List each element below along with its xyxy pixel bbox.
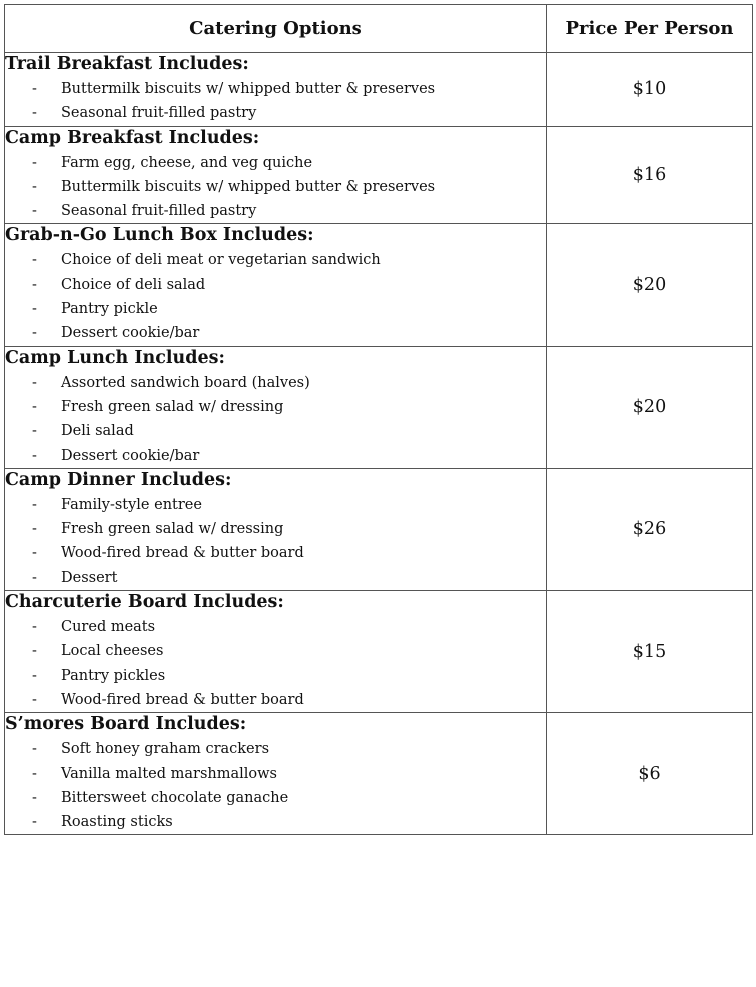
dash-bullet-icon: -	[32, 619, 37, 636]
list-item-text: Dessert	[61, 569, 118, 586]
option-items-list	[5, 371, 546, 468]
list-item	[5, 101, 546, 125]
list-item-text: Buttermilk biscuits w/ whipped butter & preserves	[61, 178, 436, 195]
dash-bullet-icon: -	[32, 569, 37, 586]
list-item	[5, 639, 546, 663]
list-item	[5, 199, 546, 223]
table-row	[5, 468, 753, 590]
option-title: Camp Breakfast Includes:	[5, 127, 260, 148]
list-item-text: Wood-fired bread & butter board	[61, 545, 304, 562]
list-item-text: Seasonal fruit-filled pastry	[61, 105, 257, 122]
dash-bullet-icon: -	[32, 301, 37, 318]
option-title: S’mores Board Includes:	[5, 714, 247, 735]
list-item	[5, 493, 546, 517]
dash-bullet-icon: -	[32, 691, 37, 708]
header-price-per-person: Price Per Person	[547, 5, 753, 53]
option-cell	[5, 346, 547, 468]
list-item-text: Pantry pickle	[61, 301, 158, 318]
list-item-text: Soft honey graham crackers	[61, 741, 270, 758]
list-item-text: Pantry pickles	[61, 667, 166, 684]
option-title: Grab-n-Go Lunch Box Includes:	[5, 225, 314, 246]
list-item	[5, 541, 546, 565]
list-item	[5, 786, 546, 810]
catering-table	[4, 4, 753, 835]
list-item-text: Assorted sandwich board (halves)	[61, 374, 310, 391]
dash-bullet-icon: -	[32, 325, 37, 342]
list-item-text: Deli salad	[61, 423, 134, 440]
dash-bullet-icon: -	[32, 521, 37, 538]
dash-bullet-icon: -	[32, 81, 37, 97]
list-item-text: Family-style entree	[61, 496, 202, 513]
list-item-text: Vanilla malted marshmallows	[61, 765, 277, 782]
list-item-text: Fresh green salad w/ dressing	[61, 521, 284, 538]
list-item	[5, 151, 546, 175]
option-cell	[5, 591, 547, 713]
dash-bullet-icon: -	[32, 667, 37, 684]
list-item	[5, 615, 546, 639]
list-item	[5, 395, 546, 419]
option-items-list	[5, 77, 546, 126]
list-item	[5, 444, 546, 468]
list-item-text: Farm egg, cheese, and veg quiche	[61, 154, 313, 171]
list-item-text: Dessert cookie/bar	[61, 447, 200, 464]
dash-bullet-icon: -	[32, 203, 37, 220]
price-cell: $20	[547, 346, 753, 468]
list-item-text: Choice of deli meat or vegetarian sandwich	[61, 252, 381, 269]
list-item	[5, 321, 546, 345]
dash-bullet-icon: -	[32, 789, 37, 806]
dash-bullet-icon: -	[32, 765, 37, 782]
list-item	[5, 810, 546, 834]
option-title: Trail Breakfast Includes:	[5, 54, 249, 74]
table-row	[5, 591, 753, 713]
list-item-text: Roasting sticks	[61, 814, 173, 831]
dash-bullet-icon: -	[32, 741, 37, 758]
dash-bullet-icon: -	[32, 423, 37, 440]
table-row	[5, 126, 753, 224]
dash-bullet-icon: -	[32, 496, 37, 513]
option-title: Camp Dinner Includes:	[5, 469, 232, 490]
option-title: Charcuterie Board Includes:	[5, 592, 284, 613]
dash-bullet-icon: -	[32, 374, 37, 391]
dash-bullet-icon: -	[32, 643, 37, 660]
list-item	[5, 688, 546, 712]
list-item	[5, 737, 546, 761]
list-item-text: Local cheeses	[61, 643, 164, 660]
option-cell	[5, 53, 547, 127]
list-item-text: Wood-fired bread & butter board	[61, 691, 304, 708]
list-item-text: Cured meats	[61, 619, 156, 636]
dash-bullet-icon: -	[32, 814, 37, 831]
dash-bullet-icon: -	[32, 178, 37, 195]
table-row	[5, 346, 753, 468]
price-cell: $15	[547, 591, 753, 713]
list-item	[5, 762, 546, 786]
price-cell: $20	[547, 224, 753, 346]
list-item-text: Dessert cookie/bar	[61, 325, 200, 342]
header-catering-options: Catering Options	[5, 5, 547, 53]
list-item	[5, 175, 546, 199]
list-item-text: Bittersweet chocolate ganache	[61, 789, 289, 806]
list-item-text: Fresh green salad w/ dressing	[61, 398, 284, 415]
table-row	[5, 53, 753, 127]
option-items-list	[5, 737, 546, 834]
table-row	[5, 713, 753, 835]
dash-bullet-icon: -	[32, 447, 37, 464]
list-item	[5, 77, 546, 101]
table-body	[5, 53, 753, 835]
option-title: Camp Lunch Includes:	[5, 347, 225, 368]
list-item	[5, 517, 546, 541]
table-row	[5, 224, 753, 346]
option-cell	[5, 224, 547, 346]
dash-bullet-icon: -	[32, 276, 37, 293]
list-item	[5, 664, 546, 688]
list-item-text: Buttermilk biscuits w/ whipped butter & preserves	[61, 81, 436, 97]
table-header-row	[5, 5, 753, 53]
option-items-list	[5, 248, 546, 345]
list-item-text: Choice of deli salad	[61, 276, 206, 293]
list-item	[5, 371, 546, 395]
option-items-list	[5, 151, 546, 224]
option-items-list	[5, 493, 546, 590]
dash-bullet-icon: -	[32, 252, 37, 269]
price-cell: $10	[547, 53, 753, 127]
dash-bullet-icon: -	[32, 154, 37, 171]
price-cell: $16	[547, 126, 753, 224]
dash-bullet-icon: -	[32, 105, 37, 122]
option-cell	[5, 126, 547, 224]
list-item	[5, 273, 546, 297]
list-item	[5, 297, 546, 321]
list-item	[5, 419, 546, 443]
price-cell: $26	[547, 468, 753, 590]
dash-bullet-icon: -	[32, 545, 37, 562]
dash-bullet-icon: -	[32, 398, 37, 415]
price-cell: $6	[547, 713, 753, 835]
list-item-text: Seasonal fruit-filled pastry	[61, 203, 257, 220]
option-cell	[5, 713, 547, 835]
list-item	[5, 248, 546, 272]
option-cell	[5, 468, 547, 590]
list-item	[5, 566, 546, 590]
option-items-list	[5, 615, 546, 712]
